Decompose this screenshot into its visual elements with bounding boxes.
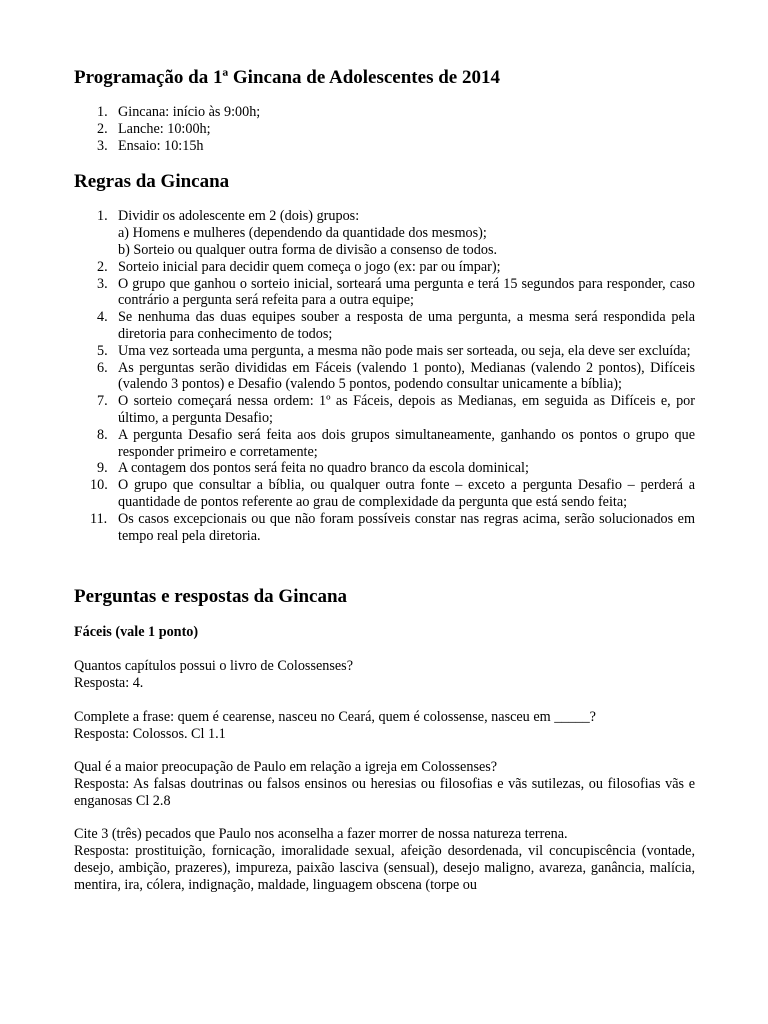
question-text: Qual é a maior preocupação de Paulo em relação a igreja em Colossenses? <box>74 759 498 776</box>
list-item: 1. Dividir os adolescente em 2 (dois) grupos: a) Homens e mulheres (dependendo da quantidade dos mesmos); b) Sorteio ou qualquer outra forma de divisão a consenso de todos. <box>74 208 695 258</box>
schedule-list <box>74 104 695 154</box>
list-item: 10. O grupo que consultar a bíblia, ou qualquer outra fonte – exceto a pergunta Desafio – perderá a quantidade de pontos referente ao grau de complexidade da pergunta que está sendo feita; <box>90 477 695 510</box>
easy-section-heading: Fáceis (vale 1 ponto) <box>74 624 199 641</box>
sub-item: b) Sorteio ou qualquer outra forma de divisão a consenso de todos. <box>118 241 498 258</box>
question-text: Quantos capítulos possui o livro de Colossenses? <box>74 658 353 675</box>
page-title: Programação da 1ª Gincana de Adolescentes de 2014 <box>74 67 500 88</box>
qa-item <box>74 658 695 692</box>
list-item: 7. O sorteio começará nessa ordem: 1º as Fáceis, depois as Medianas, em seguida as Difíceis e, por último, a pergunta Desafio; <box>97 393 695 426</box>
list-item: 6. As perguntas serão divididas em Fáceis (valendo 1 ponto), Medianas (valendo 2 pontos), Difíceis (valendo 3 pontos) e Desafio (valendo 5 pontos, podendo consultar unicamente a bíblia); <box>97 359 695 393</box>
list-item: 8. A pergunta Desafio será feita aos dois grupos simultaneamente, ganhando os pontos o grupo que responder primeiro e corretamente; <box>97 426 695 460</box>
sub-item: a) Homens e mulheres (dependendo da quantidade dos mesmos); <box>118 225 487 242</box>
list-item: 1. Gincana: início às 9:00h; <box>97 104 261 120</box>
list-item: 3. Ensaio: 10:15h <box>97 137 204 154</box>
list-item: 4. Se nenhuma das duas equipes souber a resposta de uma pergunta, a mesma será respondida pela diretoria para conhecimento de todos; <box>97 309 695 342</box>
qa-item <box>74 709 695 743</box>
rules-list <box>74 208 695 544</box>
question-text: Complete a frase: quem é cearense, nasceu no Ceará, quem é colossense, nasceu em _____? <box>74 708 596 725</box>
answer-text: Resposta: prostituição, fornicação, imoralidade sexual, afeição desordenada, vil concupiscência (vontade, desejo, ambição, prazeres), impureza, paixão lasciva (sensual), desejo maligno, avareza, ganância, malícia, mentira, ira, cólera, indignação, maldade, linguagem obscena (torpe ou <box>74 843 695 893</box>
list-item: 2. Sorteio inicial para decidir quem começa o jogo (ex: par ou ímpar); <box>97 258 501 275</box>
answer-text: Resposta: As falsas doutrinas ou falsos ensinos ou heresias ou filosofias e vãs sutilezas, ou filosofias vãs e enganosas Cl 2.8 <box>74 775 695 809</box>
list-item: 11. Os casos excepcionais ou que não foram possíveis constar nas regras acima, serão solucionados em tempo real pela diretoria. <box>90 510 695 544</box>
question-text: Cite 3 (três) pecados que Paulo nos aconselha a fazer morrer de nossa natureza terrena. <box>74 826 568 843</box>
list-item: 5. Uma vez sorteada uma pergunta, a mesma não pode mais ser sorteada, ou seja, ela deve ser excluída; <box>97 342 691 359</box>
answer-text: Resposta: 4. <box>74 675 144 692</box>
qa-item <box>74 826 695 893</box>
list-item: 2. Lanche: 10:00h; <box>97 120 211 137</box>
list-item: 9. A contagem dos pontos será feita no quadro branco da escola dominical; <box>97 460 529 477</box>
qa-item <box>74 759 695 809</box>
answer-text: Resposta: Colossos. Cl 1.1 <box>74 725 226 742</box>
rules-heading: Regras da Gincana <box>74 171 230 193</box>
qa-heading: Perguntas e respostas da Gincana <box>74 586 348 608</box>
list-item: 3. O grupo que ganhou o sorteio inicial, sorteará uma pergunta e terá 15 segundos para responder, caso contrário a pergunta será refeita para a outra equipe; <box>97 275 695 309</box>
